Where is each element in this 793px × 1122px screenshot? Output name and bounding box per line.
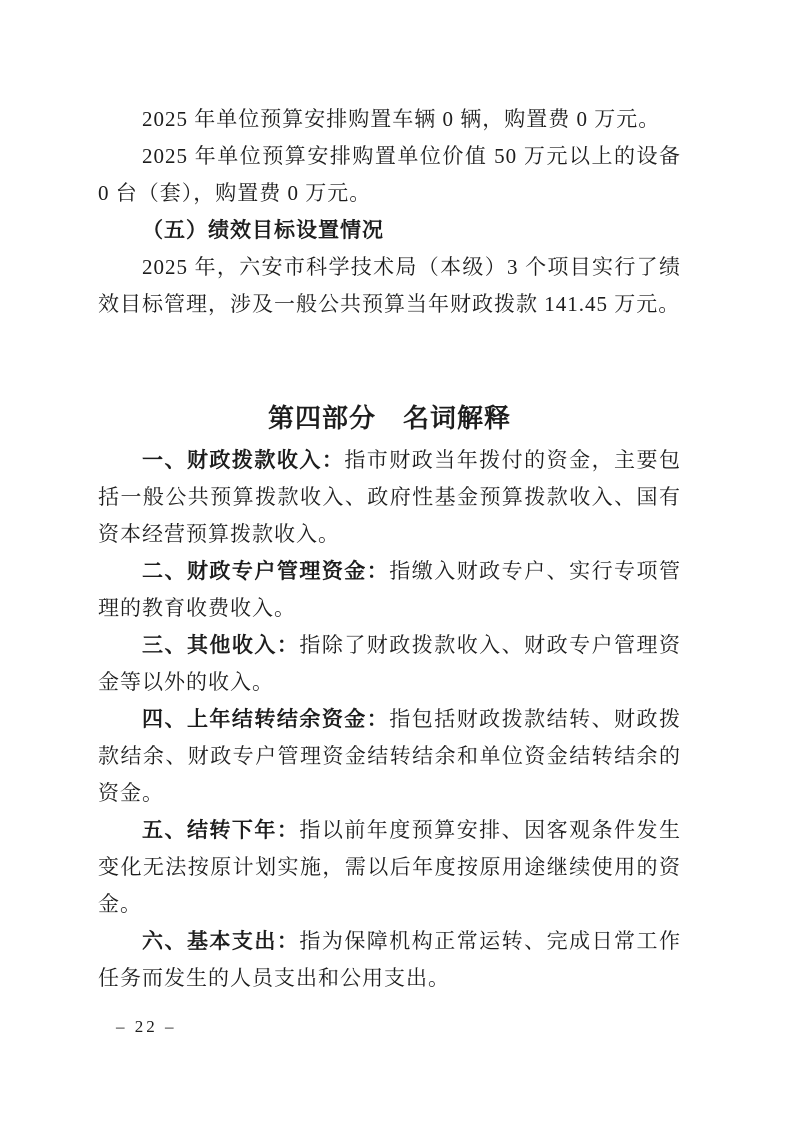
term-definition-text: 指以前年度预算安排、因客观条件发生变化无法按原计划实施，需以后年度按原用途继续使用的资金。 (98, 818, 682, 916)
term-definition-text: 指为保障机构正常运转、完成日常工作任务而发生的人员支出和公用支出。 (98, 929, 682, 990)
heading-performance-goal-setting: （五）绩效目标设置情况 (142, 219, 384, 242)
term-label: 一、财政拨款收入： (142, 449, 345, 472)
term-label: 三、其他收入： (142, 634, 300, 657)
term-definition-text: 指缴入财政专户、实行专项管理的教育收费收入。 (98, 559, 682, 620)
paragraph-performance-goals: 2025 年，六安市科学技术局（本级）3 个项目实行了绩效目标管理，涉及一般公共预算当年财政拨款 141.45 万元。 (98, 255, 681, 316)
term-definition-text: 指包括财政拨款结转、财政拨款结余、财政专户管理资金结转结余和单位资金结转结余的资金。 (98, 707, 682, 805)
term-definition-other-income (98, 627, 681, 701)
term-label: 二、财政专户管理资金： (142, 560, 390, 583)
part-four-heading: 第四部分 名词解释 (267, 403, 511, 433)
term-label: 五、结转下年： (142, 819, 300, 842)
term-definition-basic-expenditure (98, 923, 681, 997)
term-definition-fiscal-appropriation-income (98, 442, 681, 553)
term-label: 六、基本支出： (142, 930, 300, 953)
term-definition-fiscal-special-account-funds (98, 553, 681, 627)
term-definition-text: 指市财政当年拨付的资金，主要包括一般公共预算拨款收入、政府性基金预算拨款收入、国有资本经营预算拨款收入。 (98, 448, 682, 546)
term-definition-text: 指除了财政拨款收入、财政专户管理资金等以外的收入。 (98, 633, 682, 694)
paragraph-equipment-budget: 2025 年单位预算安排购置单位价值 50 万元以上的设备 0 台（套），购置费 0 万元。 (98, 144, 681, 205)
term-definition-carryover-surplus-funds (98, 701, 681, 812)
page-number: – 22 – (116, 1017, 177, 1036)
paragraph-vehicle-budget: 2025 年单位预算安排购置车辆 0 辆，购置费 0 万元。 (142, 107, 661, 131)
term-definition-carryover-to-next-year (98, 812, 681, 923)
term-label: 四、上年结转结余资金： (142, 708, 390, 731)
